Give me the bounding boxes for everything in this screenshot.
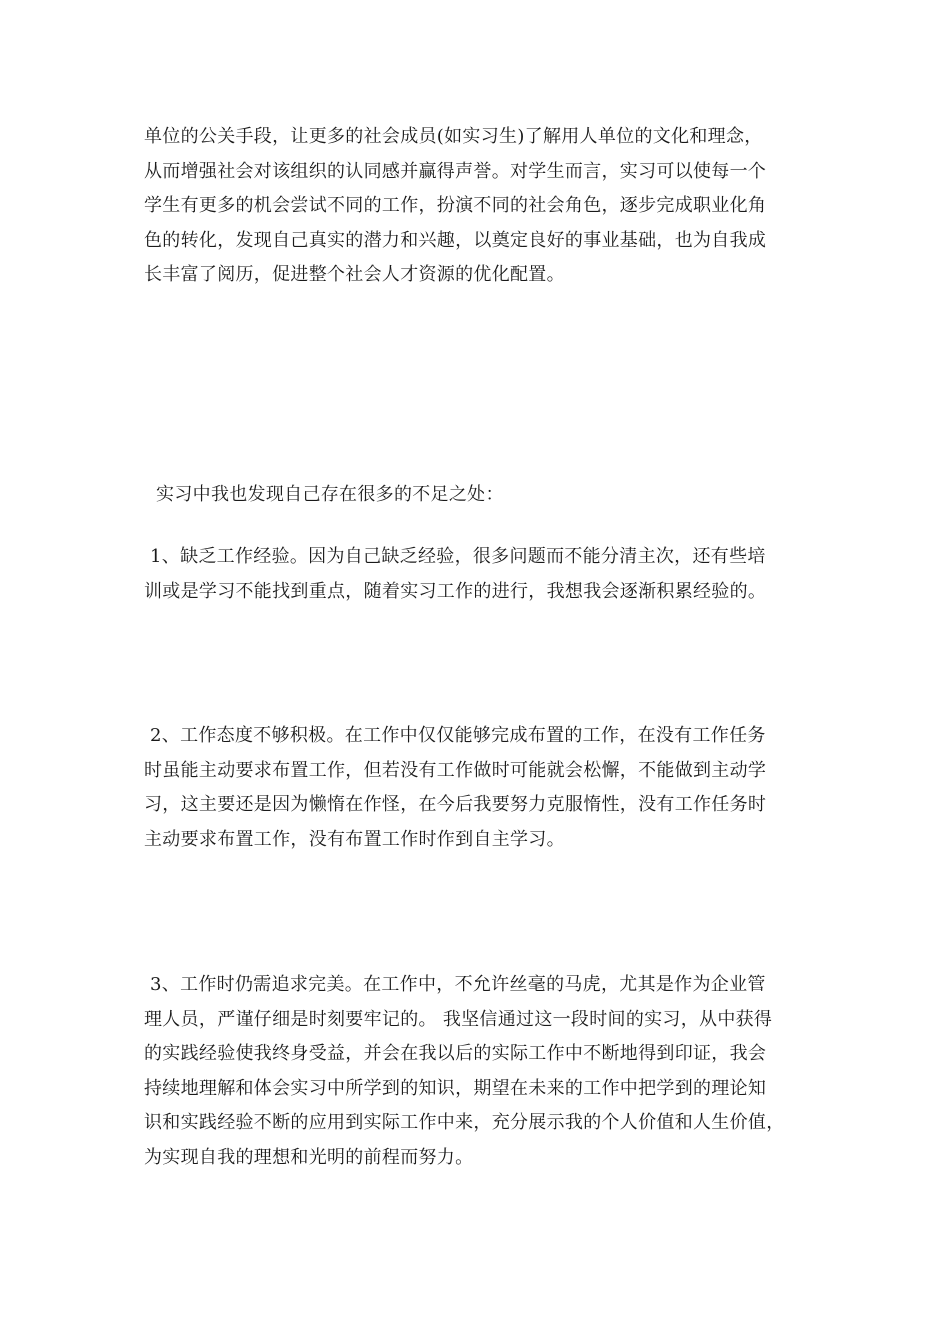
text-line: 持续地理解和体会实习中所学到的知识，期望在未来的工作中把学到的理论知 — [144, 1077, 767, 1099]
text-line: 训或是学习不能找到重点，随着实习工作的进行，我想我会逐渐积累经验的。 — [144, 580, 767, 602]
text-line: 理人员，严谨仔细是时刻要牢记的。 我坚信通过这一段时间的实习，从中获得 — [144, 1008, 773, 1030]
text-line: 长丰富了阅历，促进整个社会人才资源的优化配置。 — [144, 264, 565, 286]
text-line: 为实现自我的理想和光明的前程而努力。 — [144, 1146, 474, 1168]
text-line: 学生有更多的机会尝试不同的工作，扮演不同的社会角色，逐步完成职业化角 — [144, 195, 767, 217]
text-line: 2、工作态度不够积极。在工作中仅仅能够完成布置的工作，在没有工作任务 — [144, 725, 766, 746]
text-line: 习，这主要还是因为懒惰在作怪，在今后我要努力克服惰性，没有工作任务时 — [144, 794, 767, 816]
text-line: 色的转化，发现自己真实的潜力和兴趣，以奠定良好的事业基础，也为自我成 — [144, 229, 767, 251]
paragraph-point-1 — [144, 540, 809, 609]
text-line: 1、缺乏工作经验。因为自己缺乏经验，很多问题而不能分清主次，还有些培 — [144, 546, 766, 567]
text-line: 主动要求布置工作，没有布置工作时作到自主学习。 — [144, 828, 565, 850]
paragraph-point-2 — [144, 719, 809, 857]
paragraph-intern-benefits — [144, 120, 809, 293]
text-line: 实习中我也发现自己存在很多的不足之处： — [144, 484, 504, 506]
text-line: 从而增强社会对该组织的认同感并赢得声誉。对学生而言，实习可以使每一个 — [144, 160, 767, 182]
text-line: 时虽能主动要求布置工作，但若没有工作做时可能就会松懈，不能做到主动学 — [144, 759, 767, 781]
text-line: 的实践经验使我终身受益，并会在我以后的实际工作中不断地得到印证，我会 — [144, 1043, 767, 1065]
text-line: 单位的公关手段，让更多的社会成员(如实习生)了解用人单位的文化和理念， — [144, 126, 763, 147]
text-line: 识和实践经验不断的应用到实际工作中来，充分展示我的个人价值和人生价值， — [144, 1112, 785, 1134]
text-line: 3、工作时仍需追求完美。在工作中，不允许丝毫的马虎，尤其是作为企业管 — [144, 974, 766, 995]
paragraph-point-3 — [144, 968, 809, 1176]
